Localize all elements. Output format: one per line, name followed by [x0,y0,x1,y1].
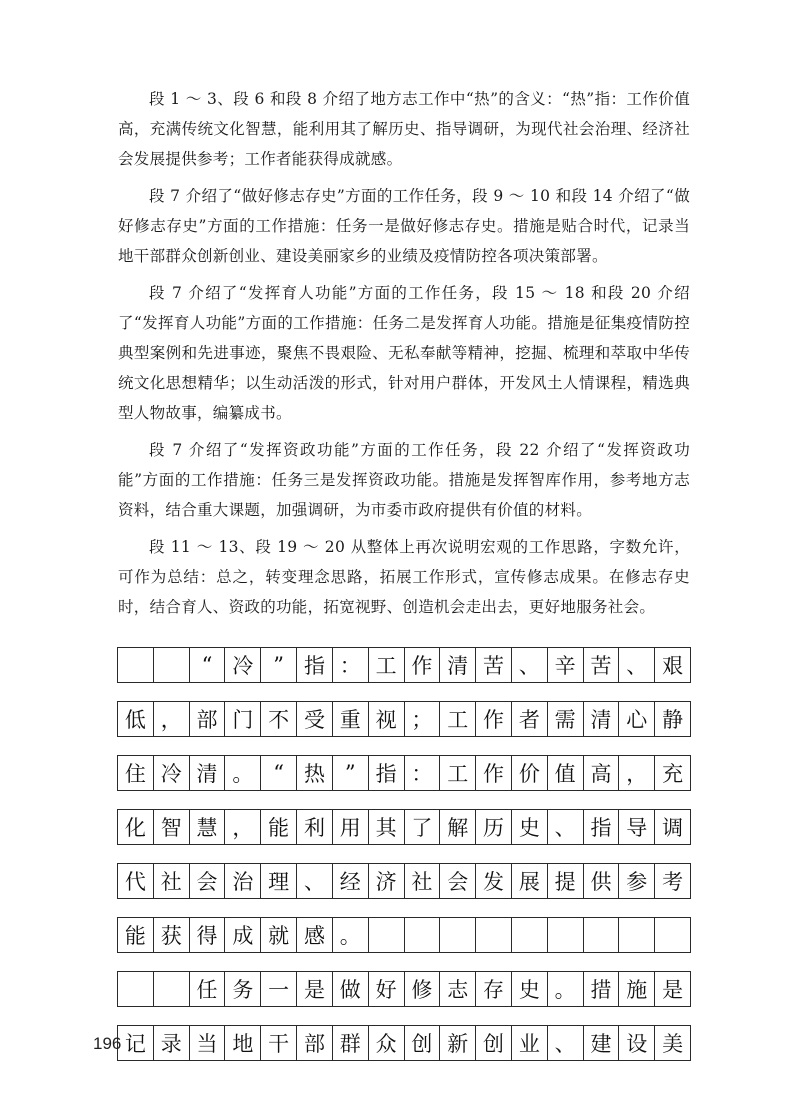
grid-cell: 热 [297,756,333,790]
grid-row [117,701,691,737]
grid-cell: 了 [405,810,441,844]
grid-row [117,647,691,683]
grid-cell: 化 [118,810,154,844]
grid-cell: 供 [584,864,620,898]
grid-cell: 代 [118,864,154,898]
grid-cell: 作 [405,648,441,682]
grid-cell [584,918,620,952]
grid-cell: 清 [190,756,226,790]
grid-cell: 得 [190,918,226,952]
grid-cell [655,918,691,952]
grid-cell: 就 [261,918,297,952]
grid-cell: 解 [440,810,476,844]
grid-cell [619,918,655,952]
grid-cell: 苦 [584,648,620,682]
grid-cell: 冷 [154,756,190,790]
grid-cell: ， [154,702,190,736]
grid-cell: 工 [369,648,405,682]
grid-cell: 高 [584,756,620,790]
grid-cell: 住 [118,756,154,790]
grid-cell: 治 [225,864,261,898]
grid-cell: 修 [405,972,441,1006]
grid-cell: 感 [297,918,333,952]
grid-cell: 志 [440,972,476,1006]
grid-cell: 能 [261,810,297,844]
grid-cell [118,972,154,1006]
grid-cell: 措 [584,972,620,1006]
grid-cell: 清 [584,702,620,736]
grid-cell: 录 [154,1026,190,1060]
grid-cell: 建 [584,1026,620,1060]
grid-cell: 作 [476,702,512,736]
paragraph-summary: 段 11 ～ 13、段 19 ～ 20 从整体上再次说明宏观的工作思路，字数允许，可作为总结：总之，转变理念思路，拓展工作形式，宣传修志成果。在修志存史时，结合育人、资政的功能，拓宽视野、创造机会走出去，更好地服务社会。 [118,538,690,616]
grid-cell: 、 [619,648,655,682]
grid-cell: 作 [476,756,512,790]
grid-cell: 社 [405,864,441,898]
grid-row [117,1025,691,1061]
grid-cell: 部 [190,702,226,736]
grid-cell: 。 [333,918,369,952]
grid-cell: 会 [440,864,476,898]
paragraph-task-two: 段 7 介绍了“发挥育人功能”方面的工作任务，段 15 ～ 18 和段 20 介绍了“发挥育人功能”方面的工作措施：任务二是发挥育人功能。措施是征集疫情防控典型案例和先进事迹，聚焦不畏艰险、无私奉献等精神，挖掘、梳理和萃取中华传统文化思想精华；以生动活泼的形式，针对用户群体，开发风土人情课程，精选典型人物故事，编纂成书。 [118,284,690,422]
grid-row [117,971,691,1007]
grid-cell: 工 [440,756,476,790]
grid-cell: 、 [512,648,548,682]
grid-cell: 能 [118,918,154,952]
grid-cell: 、 [548,1026,584,1060]
grid-cell: 。 [548,972,584,1006]
grid-cell [118,648,154,682]
grid-cell: 施 [619,972,655,1006]
grid-cell: 辛 [548,648,584,682]
answer-grid-paper [117,647,691,1079]
answer-analysis-text [118,84,690,629]
grid-cell [440,918,476,952]
grid-row [117,917,691,953]
grid-cell: 指 [369,756,405,790]
grid-cell: 会 [190,864,226,898]
grid-cell: 史 [512,972,548,1006]
grid-cell: 美 [655,1026,691,1060]
grid-cell: 慧 [190,810,226,844]
grid-cell: ” [261,648,297,682]
grid-cell: 济 [369,864,405,898]
grid-cell: 社 [154,864,190,898]
grid-cell: 提 [548,864,584,898]
grid-cell: 新 [440,1026,476,1060]
grid-cell: “ [190,648,226,682]
grid-cell: 艰 [655,648,691,682]
grid-cell: 受 [297,702,333,736]
grid-cell: 利 [297,810,333,844]
grid-cell: 心 [619,702,655,736]
grid-cell: ： [333,648,369,682]
grid-cell: 创 [476,1026,512,1060]
grid-cell: 静 [655,702,691,736]
grid-cell: 创 [405,1026,441,1060]
grid-cell: 、 [548,810,584,844]
grid-cell: 充 [655,756,691,790]
grid-cell: 任 [190,972,226,1006]
grid-cell: 其 [369,810,405,844]
grid-cell: 历 [476,810,512,844]
grid-cell: 需 [548,702,584,736]
grid-row [117,755,691,791]
grid-cell [512,918,548,952]
grid-cell: ： [405,756,441,790]
grid-cell: ， [225,810,261,844]
grid-cell: 值 [548,756,584,790]
grid-cell: 群 [333,1026,369,1060]
grid-cell: ， [619,756,655,790]
grid-cell: 。 [225,756,261,790]
grid-cell: 理 [261,864,297,898]
grid-cell: 低 [118,702,154,736]
grid-cell: 指 [584,810,620,844]
grid-cell: ； [405,702,441,736]
grid-cell [369,918,405,952]
grid-cell: 记 [118,1026,154,1060]
grid-cell: 调 [655,810,691,844]
grid-cell: 考 [655,864,691,898]
grid-cell: 苦 [476,648,512,682]
grid-cell: 门 [225,702,261,736]
grid-cell: 是 [297,972,333,1006]
grid-cell: 导 [619,810,655,844]
grid-cell: 参 [619,864,655,898]
grid-cell: 设 [619,1026,655,1060]
grid-cell: 、 [297,864,333,898]
grid-cell: 清 [440,648,476,682]
grid-cell: 地 [225,1026,261,1060]
grid-cell [154,648,190,682]
grid-cell: 成 [225,918,261,952]
grid-cell [476,918,512,952]
grid-cell: 价 [512,756,548,790]
grid-cell: 视 [369,702,405,736]
grid-cell: 展 [512,864,548,898]
grid-cell: 存 [476,972,512,1006]
grid-cell: 一 [261,972,297,1006]
grid-cell: 者 [512,702,548,736]
grid-cell [548,918,584,952]
grid-row [117,809,691,845]
grid-cell: 务 [225,972,261,1006]
grid-cell: 史 [512,810,548,844]
grid-cell: 冷 [225,648,261,682]
grid-cell: 获 [154,918,190,952]
grid-cell: 智 [154,810,190,844]
grid-cell: ” [333,756,369,790]
grid-cell: 发 [476,864,512,898]
grid-cell: 做 [333,972,369,1006]
grid-cell: 指 [297,648,333,682]
grid-cell: 业 [512,1026,548,1060]
paragraph-heat-meaning: 段 1 ～ 3、段 6 和段 8 介绍了地方志工作中“热”的含义：“热”指：工作价值高，充满传统文化智慧，能利用其了解历史、指导调研，为现代社会治理、经济社会发展提供参考；工作者能获得成就感。 [118,90,690,168]
paragraph-task-three: 段 7 介绍了“发挥资政功能”方面的工作任务，段 22 介绍了“发挥资政功能”方面的工作措施：任务三是发挥资政功能。措施是发挥智库作用，参考地方志资料，结合重大课题，加强调研，为市委市政府提供有价值的材料。 [118,441,690,519]
grid-cell: “ [261,756,297,790]
paragraph-task-one: 段 7 介绍了“做好修志存史”方面的工作任务，段 9 ～ 10 和段 14 介绍了“做好修志存史”方面的工作措施：任务一是做好修志存史。措施是贴合时代，记录当地干部群众创新创业、建设美丽家乡的业绩及疫情防控各项决策部署。 [118,187,690,265]
grid-cell: 当 [190,1026,226,1060]
grid-cell [154,972,190,1006]
grid-cell: 干 [261,1026,297,1060]
grid-cell: 经 [333,864,369,898]
page-number: 196 [93,1034,122,1053]
grid-cell [405,918,441,952]
grid-cell: 重 [333,702,369,736]
grid-row [117,863,691,899]
grid-cell: 好 [369,972,405,1006]
grid-cell: 不 [261,702,297,736]
grid-cell: 是 [655,972,691,1006]
grid-cell: 用 [333,810,369,844]
grid-cell: 部 [297,1026,333,1060]
grid-cell: 众 [369,1026,405,1060]
grid-cell: 工 [440,702,476,736]
